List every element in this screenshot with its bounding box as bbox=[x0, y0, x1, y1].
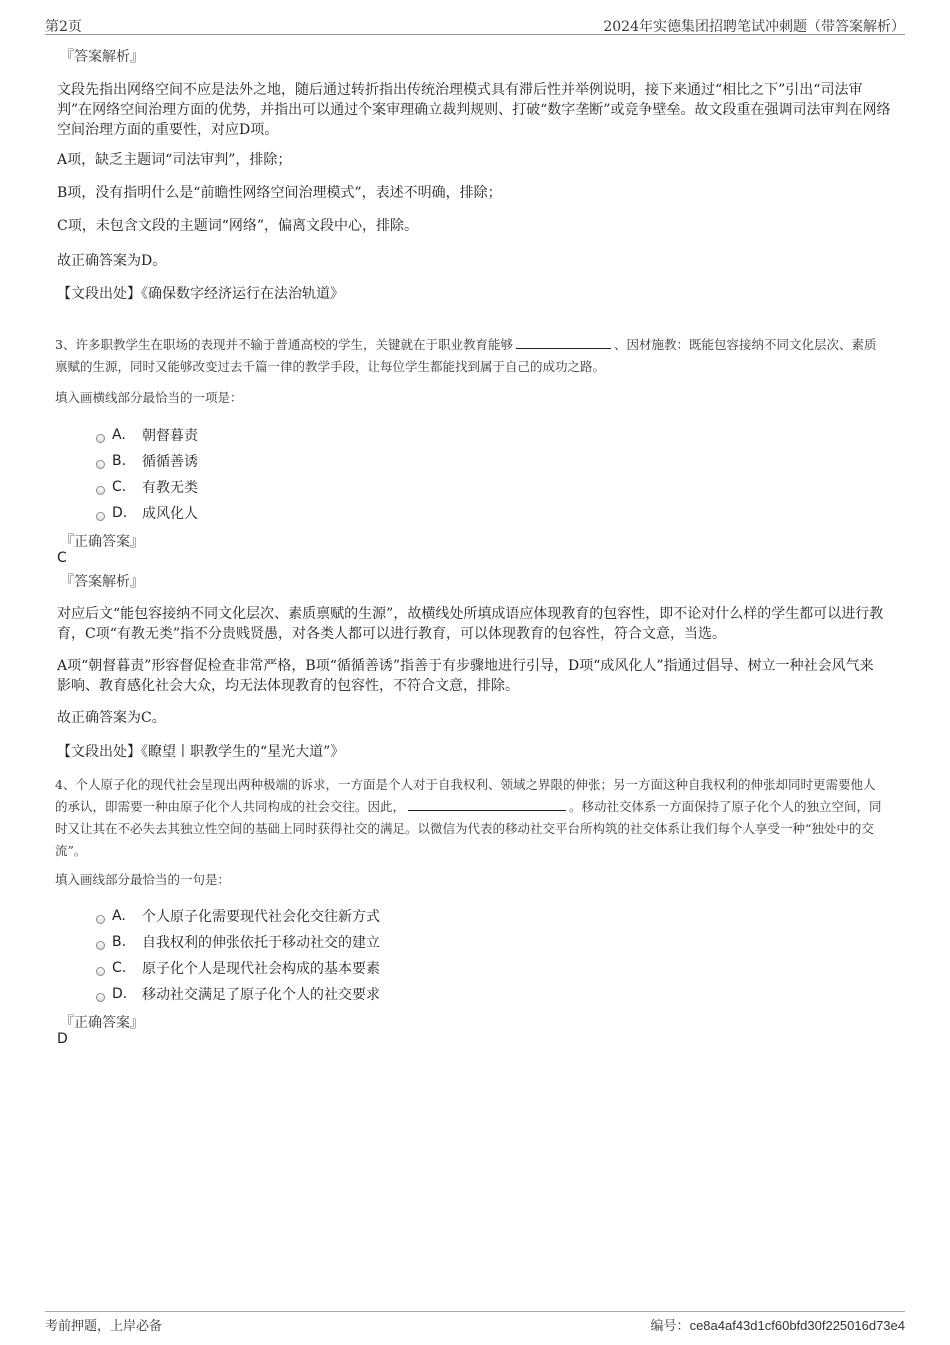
radio-icon[interactable] bbox=[96, 434, 105, 443]
page-footer bbox=[45, 1311, 905, 1336]
radio-icon[interactable] bbox=[96, 993, 105, 1002]
q3-option-d[interactable]: D. 成风化人 bbox=[96, 502, 198, 524]
q3-option-c[interactable]: C. 有教无类 bbox=[96, 476, 198, 498]
page-number: 第2页 bbox=[45, 19, 82, 35]
q3-analysis-paragraph-1: 对应后文“能包容接纳不同文化层次、素质禀赋的生源”，故横线处所填成语应体现教育的包容性，即不论对什么样的学生都可以进行教育，C项“有教无类”指不分贵贱贤愚，对各类人都可以进行教育，可以体现教育的包容性，符合文意，当选。 bbox=[57, 606, 884, 642]
q3-prompt: 填入画横线部分最恰当的一项是： bbox=[55, 390, 243, 405]
q4-option-d[interactable]: D. 移动社交满足了原子化个人的社交要求 bbox=[96, 983, 380, 1005]
q4-option-a[interactable]: A. 个人原子化需要现代社会化交往新方式 bbox=[96, 905, 380, 927]
radio-icon[interactable] bbox=[96, 512, 105, 521]
q3-correct-answer: C bbox=[57, 550, 67, 566]
radio-icon[interactable] bbox=[96, 915, 105, 924]
page-header bbox=[45, 14, 905, 35]
q4-stem-before: 4、个人原子化的现代社会呈现出两种极端的诉求，一方面是个人对于自我权利、领域之界限的伸张；另一方面这种自我权利的伸张却同时更需要他人的承认，即需要一种由原子化个人共同构成的社会交往。因此， bbox=[55, 777, 876, 814]
q2-option-note-a: A项，缺乏主题词“司法审判”，排除； bbox=[57, 152, 292, 168]
q4-option-b[interactable]: B. 自我权利的伸张依托于移动社交的建立 bbox=[96, 931, 380, 953]
radio-icon[interactable] bbox=[96, 941, 105, 950]
radio-icon[interactable] bbox=[96, 460, 105, 469]
q3-stem bbox=[55, 334, 885, 378]
q4-stem-after: 。移动社交体系一方面保持了原子化个人的独立空间，同时又让其在不必失去其独立性空间的基础上同时获得社交的满足。以微信为代表的移动社交平台所构筑的社交体系让我们每个人享受一种“独处中的交流”。 bbox=[55, 799, 882, 858]
q3-blank bbox=[516, 336, 611, 349]
q3-option-a[interactable]: A. 朝督暮责 bbox=[96, 424, 198, 446]
q3-stem-after: 、因材施教：既能包容接纳不同文化层次、素质禀赋的生源，同时又能够改变过去千篇一律的教学手段，让每位学生都能找到属于自己的成功之路。 bbox=[55, 337, 877, 374]
q2-analysis-label: 『答案解析』 bbox=[60, 49, 144, 65]
q4-correct-label: 『正确答案』 bbox=[60, 1015, 144, 1031]
q2-conclusion: 故正确答案为D。 bbox=[57, 253, 167, 269]
radio-icon[interactable] bbox=[96, 967, 105, 976]
document-title: 2024年实德集团招聘笔试冲刺题（带答案解析） bbox=[603, 19, 905, 35]
q4-option-c[interactable]: C. 原子化个人是现代社会构成的基本要素 bbox=[96, 957, 380, 979]
q3-option-b[interactable]: B. 循循善诱 bbox=[96, 450, 198, 472]
q3-analysis-label: 『答案解析』 bbox=[60, 574, 144, 590]
q2-option-note-b: B项，没有指明什么是“前瞻性网络空间治理模式”，表述不明确，排除； bbox=[57, 185, 502, 201]
q2-analysis-paragraph: 文段先指出网络空间不应是法外之地，随后通过转折指出传统治理模式具有滞后性并举例说明，接下来通过“相比之下”引出“司法审判”在网络空间治理方面的优势，并指出可以通过个案审理确立裁判规则、打破“数字垄断”或竞争壁垒。故文段重在强调司法审判在网络空间治理方面的重要性，对应D项。 bbox=[57, 82, 891, 138]
q4-stem bbox=[55, 774, 887, 862]
footer-slogan: 考前押题，上岸必备 bbox=[45, 1319, 163, 1334]
q4-correct-answer: D bbox=[57, 1031, 68, 1047]
q2-option-note-c: C项，未包含文段的主题词“网络”，偏离文段中心，排除。 bbox=[57, 218, 419, 234]
q4-prompt: 填入画线部分最恰当的一句是： bbox=[55, 872, 231, 887]
q3-analysis-paragraph-2: A项“朝督暮责”形容督促检查非常严格，B项“循循善诱”指善于有步骤地进行引导，D项“成风化人”指通过倡导、树立一种社会风气来影响、教育感化社会大众，均无法体现教育的包容性，不符合文意，排除。 bbox=[57, 658, 874, 694]
document-code: 编号：ce8a4af43d1cf60bfd30f225016d73e4 bbox=[650, 1318, 905, 1334]
q3-conclusion: 故正确答案为C。 bbox=[57, 710, 166, 726]
q4-blank bbox=[408, 798, 566, 811]
document-code-value: ce8a4af43d1cf60bfd30f225016d73e4 bbox=[689, 1318, 905, 1333]
q2-source: 【文段出处】《确保数字经济运行在法治轨道》 bbox=[57, 286, 344, 302]
radio-icon[interactable] bbox=[96, 486, 105, 495]
q3-stem-before: 3、许多职教学生在职场的表现并不输于普通高校的学生，关键就在于职业教育能够 bbox=[55, 337, 513, 352]
q3-correct-label: 『正确答案』 bbox=[60, 534, 144, 550]
q3-source: 【文段出处】《瞭望丨职教学生的“星光大道”》 bbox=[57, 744, 345, 760]
